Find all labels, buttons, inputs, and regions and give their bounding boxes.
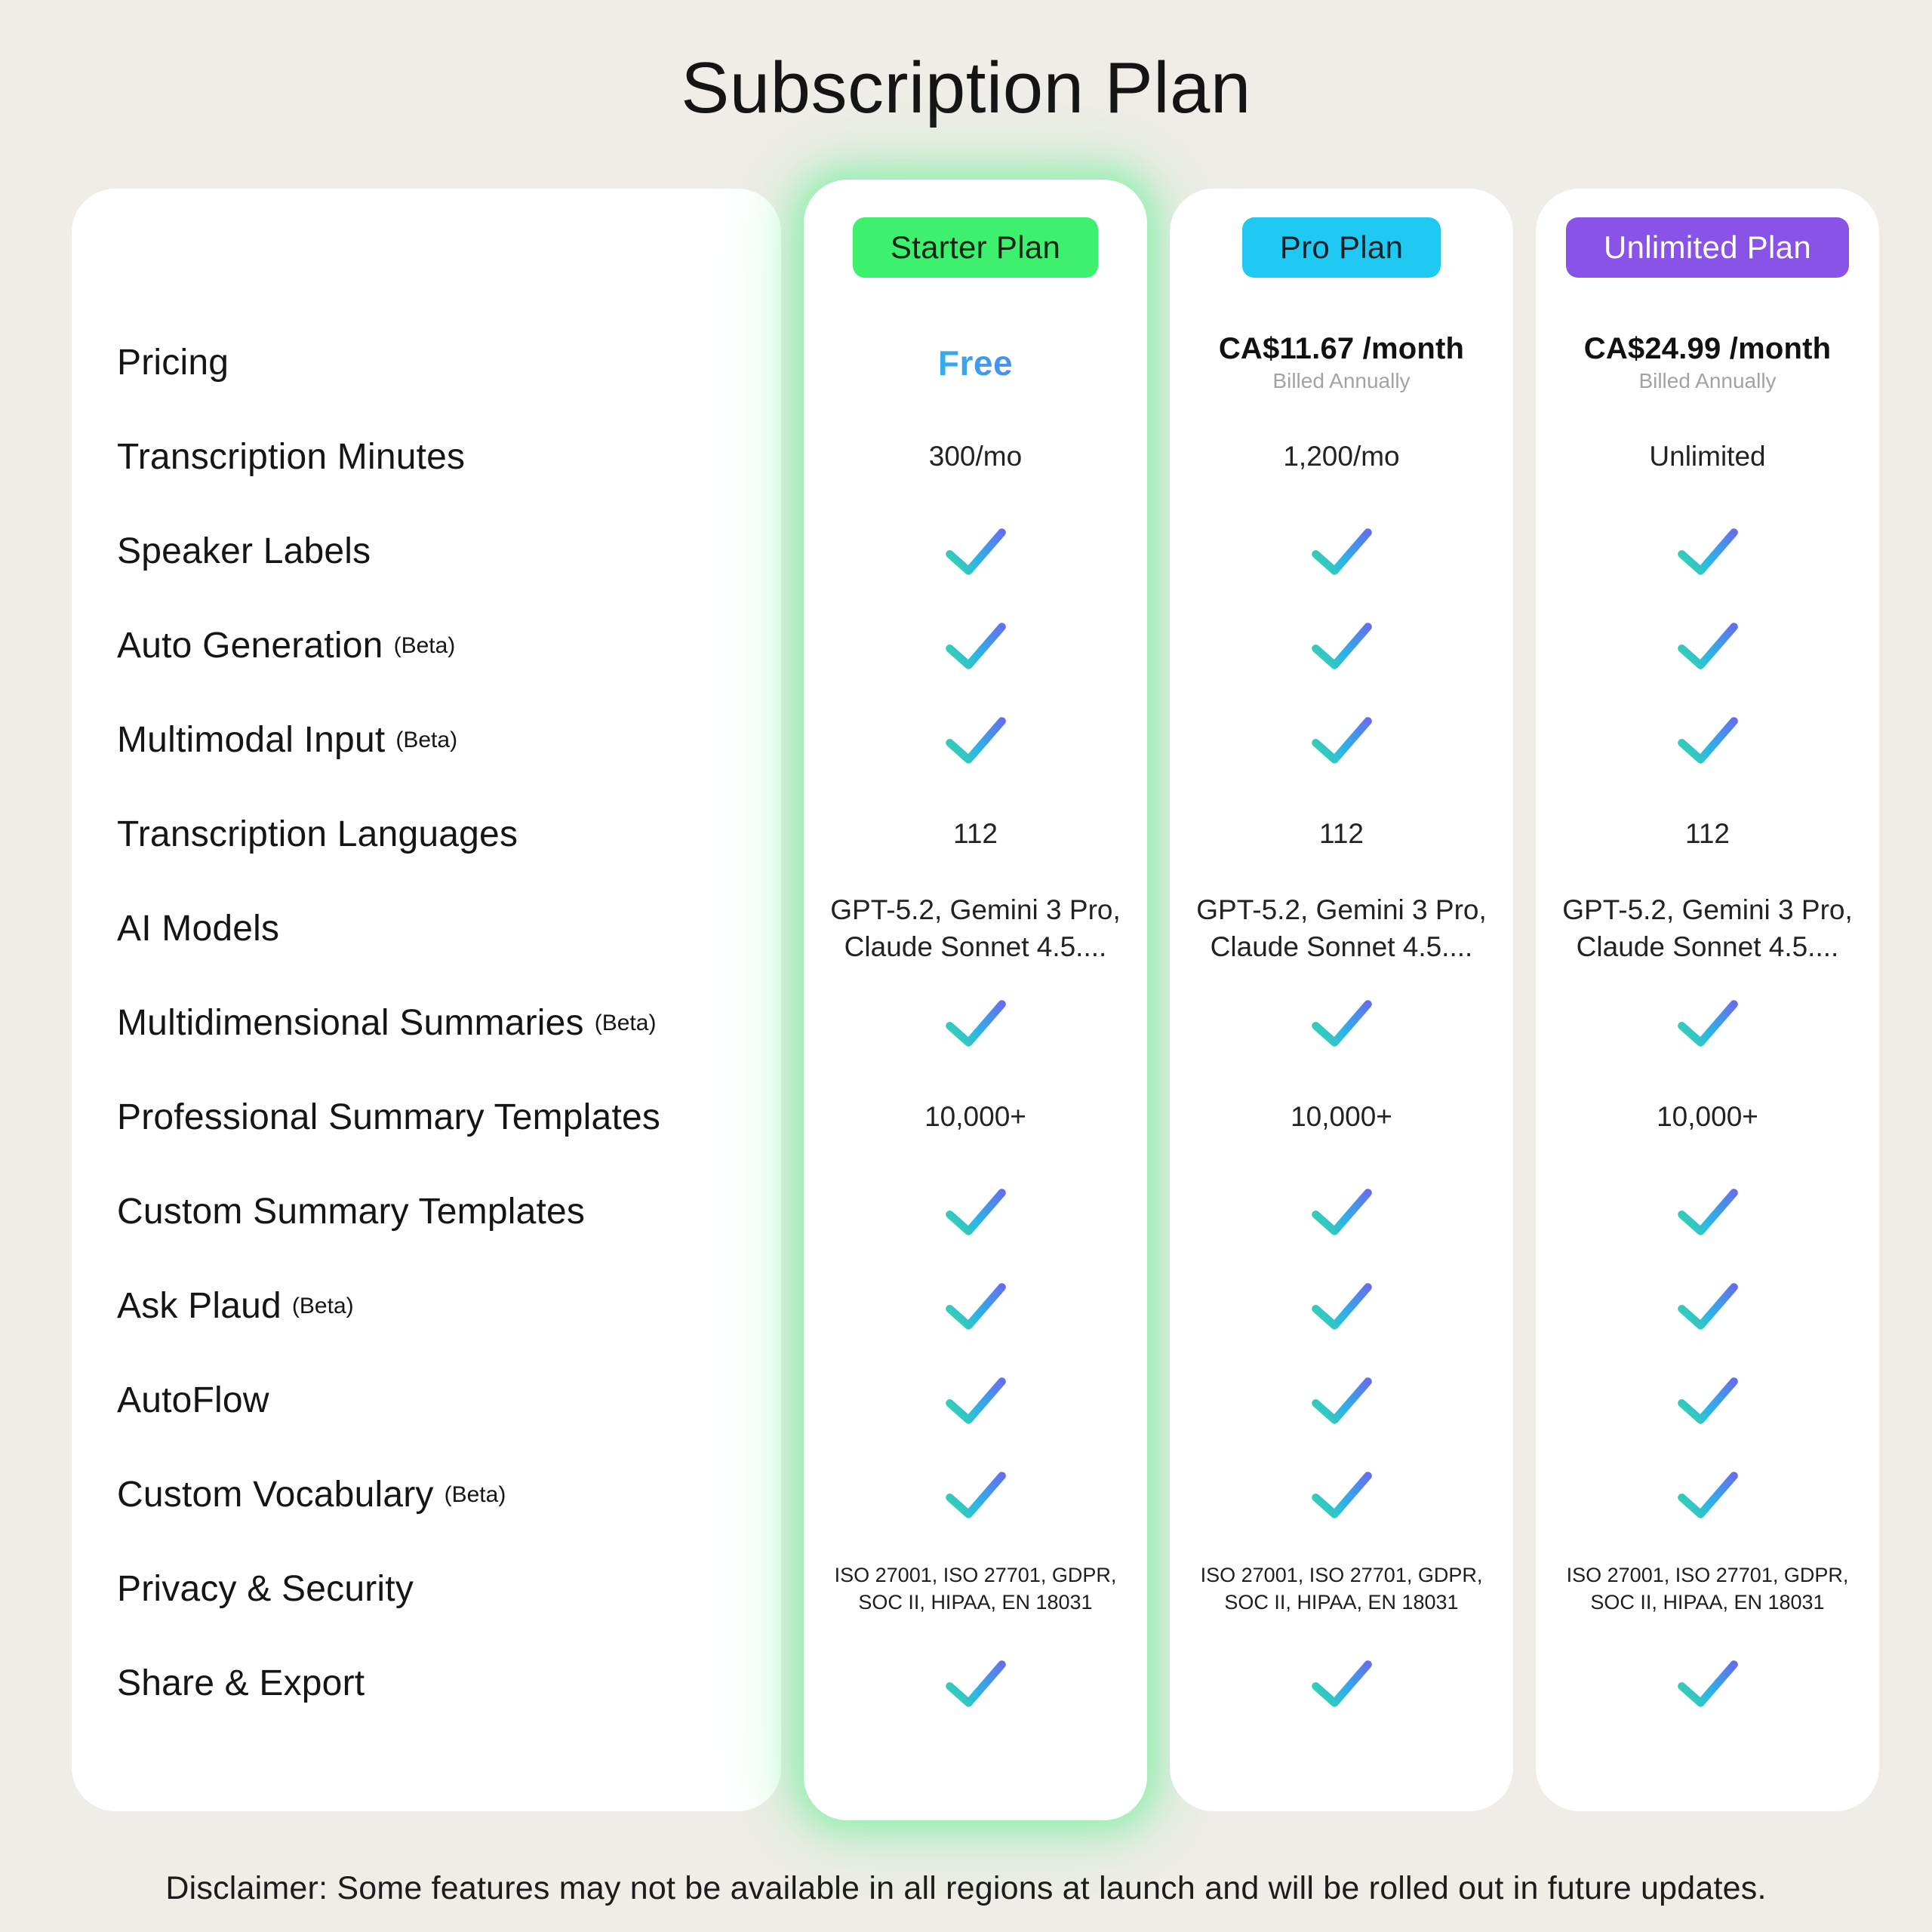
value-row-pricing [804,315,1147,410]
beta-tag: (Beta) [594,1010,657,1035]
feature-row-pricing [72,315,781,410]
value-row-autoflow [1536,1353,1879,1447]
value-text: 1,200/mo [1283,441,1400,472]
value-row-professional-summary-templates [1170,1070,1513,1164]
check-icon [940,711,1012,769]
check-icon [1672,522,1744,580]
value-text: 112 [1685,818,1730,850]
value-text: 10,000+ [924,1101,1026,1133]
price-free: Free [937,343,1014,383]
price-amount: CA$11.67 /month [1218,332,1465,365]
check-icon [1672,617,1744,675]
price-amount: CA$24.99 /month [1583,332,1832,365]
value-text: GPT-5.2, Gemini 3 Pro, Claude Sonnet 4.5.... [830,894,1121,962]
value-row-auto-generation [1536,598,1879,693]
price-billing-cycle: Billed Annually [1272,369,1411,392]
feature-row-multidimensional-summaries [72,976,781,1070]
value-row-share-export [804,1636,1147,1730]
check-icon [1672,1277,1744,1335]
plan-badge-pro-plan[interactable]: Pro Plan [1242,217,1441,278]
value-text: ISO 27001, ISO 27701, GDPR, SOC II, HIPAA, EN 18031 [834,1563,1117,1614]
feature-row-ai-models [72,881,781,976]
plan-values-starter-plan [804,315,1147,1730]
feature-label: Transcription Minutes [117,437,466,477]
value-row-multidimensional-summaries [1170,976,1513,1070]
check-icon [940,617,1012,675]
value-row-privacy-security [804,1542,1147,1636]
plan-values-pro-plan [1170,315,1513,1730]
feature-row-share-export [72,1636,781,1730]
value-row-multidimensional-summaries [1536,976,1879,1070]
value-row-share-export [1536,1636,1879,1730]
plan-card-pro-plan [1170,189,1513,1811]
value-row-transcription-languages [1170,787,1513,881]
feature-row-professional-summary-templates [72,1070,781,1164]
check-icon [1306,522,1378,580]
value-row-ask-plaud [1170,1259,1513,1353]
feature-label: AI Models [117,909,280,949]
value-text: GPT-5.2, Gemini 3 Pro, Claude Sonnet 4.5.... [1196,894,1487,962]
value-row-speaker-labels [1536,504,1879,598]
value-text: 300/mo [928,441,1023,472]
value-row-pricing [1170,315,1513,410]
beta-tag: (Beta) [291,1293,354,1318]
value-row-speaker-labels [804,504,1147,598]
feature-row-ask-plaud [72,1259,781,1353]
value-row-custom-summary-templates [1536,1164,1879,1259]
value-row-multidimensional-summaries [804,976,1147,1070]
value-row-share-export [1170,1636,1513,1730]
feature-label: Custom Summary Templates [117,1192,586,1232]
feature-label: Pricing [117,343,229,383]
feature-label: Multimodal Input [117,720,386,760]
features-card [72,189,781,1811]
value-row-multimodal-input [804,693,1147,787]
value-text: 10,000+ [1291,1101,1392,1133]
value-row-privacy-security [1170,1542,1513,1636]
price-billing-cycle: Billed Annually [1638,369,1777,392]
check-icon [940,1277,1012,1335]
check-icon [1672,1654,1744,1712]
value-row-transcription-languages [1536,787,1879,881]
value-row-multimodal-input [1170,693,1513,787]
value-row-custom-summary-templates [804,1164,1147,1259]
plan-card-starter-plan [804,180,1147,1820]
feature-label: Multidimensional Summaries [117,1003,584,1043]
feature-label: AutoFlow [117,1380,269,1420]
value-row-autoflow [804,1353,1147,1447]
value-row-custom-vocabulary [1170,1447,1513,1542]
check-icon [1306,1371,1378,1429]
feature-row-custom-vocabulary [72,1447,781,1542]
feature-row-auto-generation [72,598,781,693]
feature-label: Speaker Labels [117,531,371,571]
value-row-autoflow [1170,1353,1513,1447]
feature-row-custom-summary-templates [72,1164,781,1259]
check-icon [940,1654,1012,1712]
beta-tag: (Beta) [395,727,458,752]
value-row-ask-plaud [1536,1259,1879,1353]
feature-row-autoflow [72,1353,781,1447]
plan-card-unlimited-plan [1536,189,1879,1811]
feature-row-transcription-minutes [72,410,781,504]
plan-badge-unlimited-plan[interactable]: Unlimited Plan [1566,217,1849,278]
check-icon [940,1371,1012,1429]
feature-row-transcription-languages [72,787,781,881]
plan-values-unlimited-plan [1536,315,1879,1730]
check-icon [1306,711,1378,769]
check-icon [1306,617,1378,675]
value-row-custom-vocabulary [804,1447,1147,1542]
value-text: GPT-5.2, Gemini 3 Pro, Claude Sonnet 4.5.... [1562,894,1853,962]
feature-rows [72,315,781,1730]
value-row-custom-summary-templates [1170,1164,1513,1259]
check-icon [940,1466,1012,1524]
check-icon [940,522,1012,580]
value-row-ai-models [1170,881,1513,976]
feature-label: Custom Vocabulary [117,1475,434,1515]
value-row-professional-summary-templates [804,1070,1147,1164]
check-icon [1672,994,1744,1052]
price [1584,332,1832,393]
feature-row-privacy-security [72,1542,781,1636]
value-text: 112 [1319,818,1364,850]
check-icon [940,994,1012,1052]
price [1219,332,1464,393]
value-row-transcription-minutes [1536,410,1879,504]
check-icon [1306,994,1378,1052]
check-icon [1306,1277,1378,1335]
feature-label: Privacy & Security [117,1569,414,1609]
value-row-speaker-labels [1170,504,1513,598]
disclaimer: Disclaimer: Some features may not be available in all regions at launch and will be rolled out in future updates. [165,1870,1767,1906]
value-row-ai-models [1536,881,1879,976]
check-icon [1672,1371,1744,1429]
feature-row-multimodal-input [72,693,781,787]
check-icon [1306,1654,1378,1712]
check-icon [1672,1183,1744,1241]
feature-label: Professional Summary Templates [117,1097,661,1137]
value-row-transcription-minutes [804,410,1147,504]
feature-row-speaker-labels [72,504,781,598]
value-text: 10,000+ [1657,1101,1758,1133]
feature-label: Transcription Languages [117,814,518,854]
value-row-custom-vocabulary [1536,1447,1879,1542]
plans-table [72,189,1879,1811]
value-text: ISO 27001, ISO 27701, GDPR, SOC II, HIPAA, EN 18031 [1200,1563,1483,1614]
page-title: Subscription Plan [681,48,1251,128]
value-row-ask-plaud [804,1259,1147,1353]
value-text: 112 [953,818,998,850]
value-row-multimodal-input [1536,693,1879,787]
plan-badge-starter-plan[interactable]: Starter Plan [853,217,1098,278]
feature-label: Ask Plaud [117,1286,281,1326]
value-text: Unlimited [1649,441,1766,472]
value-row-professional-summary-templates [1536,1070,1879,1164]
check-icon [1306,1183,1378,1241]
value-row-auto-generation [1170,598,1513,693]
value-row-privacy-security [1536,1542,1879,1636]
beta-tag: (Beta) [393,632,456,658]
value-text: ISO 27001, ISO 27701, GDPR, SOC II, HIPAA, EN 18031 [1566,1563,1849,1614]
value-row-auto-generation [804,598,1147,693]
feature-label: Share & Export [117,1663,365,1703]
check-icon [1306,1466,1378,1524]
value-row-ai-models [804,881,1147,976]
feature-label: Auto Generation [117,626,383,666]
value-row-transcription-minutes [1170,410,1513,504]
beta-tag: (Beta) [444,1481,506,1507]
check-icon [1672,1466,1744,1524]
value-row-transcription-languages [804,787,1147,881]
check-icon [940,1183,1012,1241]
value-row-pricing [1536,315,1879,410]
check-icon [1672,711,1744,769]
